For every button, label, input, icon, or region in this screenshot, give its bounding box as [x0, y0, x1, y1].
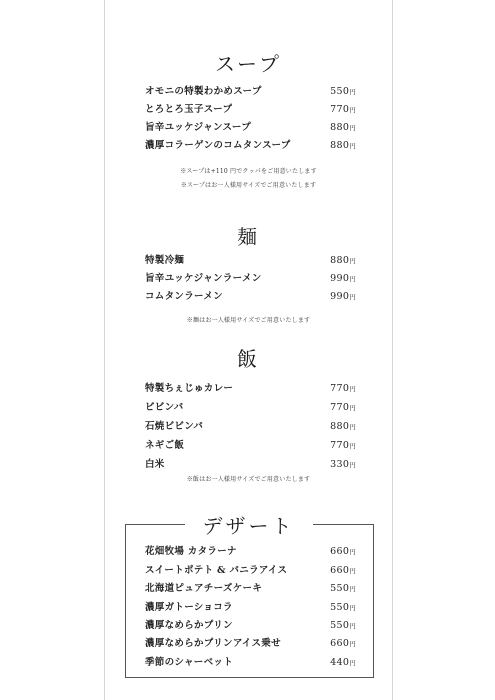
item-name: 旨辛ユッケジャンラーメン [145, 273, 262, 284]
noodle-section-title: 麺 [237, 225, 260, 249]
item-name: オモニの特製わかめスープ [145, 86, 262, 97]
menu-item [145, 252, 356, 268]
item-name: スイートポテト & バニラアイス [145, 565, 288, 576]
dessert-section-title: デザート [105, 510, 392, 539]
item-price: 550円 [330, 602, 356, 613]
menu-item [145, 562, 356, 578]
item-price: 440円 [330, 657, 356, 668]
soup-note: ※スープは+110 円でクッパをご用意いたします [180, 168, 317, 175]
menu-item [145, 456, 356, 472]
menu-item [145, 580, 356, 596]
item-name: 花畑牧場 カタラーナ [145, 546, 237, 557]
soup-section-title: スープ [215, 52, 282, 76]
item-name: 石焼ビビンバ [145, 421, 204, 432]
item-name: ビビンバ [145, 402, 184, 413]
item-price: 880円 [330, 255, 356, 266]
item-price: 330円 [330, 459, 356, 470]
noodle-note: ※麺はお一人様用サイズでご用意いたします [186, 317, 311, 324]
item-price: 660円 [330, 638, 356, 649]
item-name: 濃厚コラーゲンのコムタンスープ [145, 140, 291, 151]
menu-item [145, 437, 356, 453]
menu-item [145, 101, 356, 117]
menu-item [145, 617, 356, 633]
item-price: 880円 [330, 140, 356, 151]
item-name: 特製冷麺 [145, 255, 185, 266]
menu-page [104, 0, 393, 700]
item-name: 特製ちぇじゅカレー [145, 383, 234, 394]
item-price: 660円 [330, 546, 356, 557]
menu-item [145, 654, 356, 670]
rice-section-title: 飯 [237, 347, 260, 371]
item-price: 770円 [330, 440, 356, 451]
item-price: 990円 [330, 273, 356, 284]
item-price: 660円 [330, 565, 356, 576]
item-price: 770円 [330, 383, 356, 394]
item-name: コムタンラーメン [145, 291, 223, 302]
item-name: 濃厚なめらかプリン [145, 620, 233, 631]
menu-item [145, 288, 356, 304]
item-price: 550円 [330, 86, 356, 97]
menu-item [145, 418, 356, 434]
item-price: 550円 [330, 620, 356, 631]
item-name: 濃厚なめらかプリンアイス乗せ [145, 638, 281, 649]
menu-item [145, 270, 356, 286]
menu-item [145, 137, 356, 153]
soup-note: ※スープはお一人様用サイズでご用意いたします [180, 182, 317, 189]
menu-item [145, 83, 356, 99]
item-name: 白米 [145, 459, 165, 470]
menu-item [145, 119, 356, 135]
item-price: 990円 [330, 291, 356, 302]
item-name: ネギご飯 [145, 440, 185, 451]
menu-item [145, 380, 356, 396]
item-name: 濃厚ガトーショコラ [145, 602, 233, 613]
item-name: 旨辛ユッケジャンスープ [145, 122, 251, 133]
item-name: とろとろ玉子スープ [145, 104, 233, 115]
menu-item [145, 543, 356, 559]
rice-note: ※飯はお一人様用サイズでご用意いたします [186, 476, 311, 483]
item-price: 550円 [330, 583, 356, 594]
item-price: 770円 [330, 402, 356, 413]
item-name: 季節のシャーベット [145, 657, 234, 668]
item-price: 880円 [330, 122, 356, 133]
menu-item [145, 599, 356, 615]
item-price: 880円 [330, 421, 356, 432]
menu-item [145, 399, 356, 415]
item-price: 770円 [330, 104, 356, 115]
menu-item [145, 635, 356, 651]
item-name: 北海道ピュアチーズケーキ [145, 583, 263, 594]
